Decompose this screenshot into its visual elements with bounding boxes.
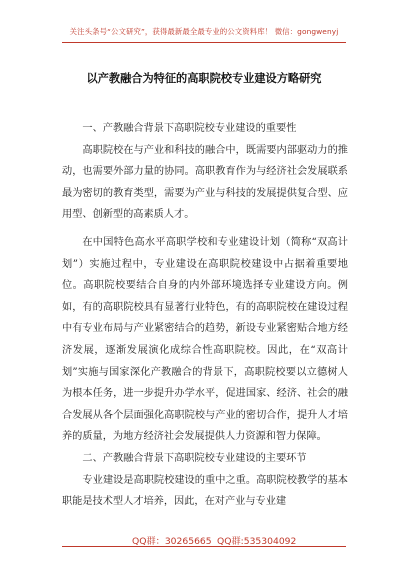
document-title: 以产教融合为特征的高职院校专业建设方略研究 (86, 71, 322, 85)
document-body (62, 118, 348, 513)
footer-qq-group-1: QQ群：30265665 (132, 536, 212, 547)
header-note: 关注头条号“公文研究”，获得最新最全最专业的公文资料库！ 微信：gongwenyj (69, 27, 339, 36)
paragraph: 专业建设是高职院校建设的重中之重。高职院校教学的基本职能是技术型人才培养，因此，在对产业与专业建 (62, 474, 348, 508)
section-heading: 二、产教融合背景下高职院校专业建设的主要环节 (82, 452, 307, 464)
footer-divider (62, 546, 346, 547)
header-divider (62, 42, 346, 43)
footer-qq-group-2: QQ群:535304092 (217, 536, 297, 547)
paragraph: 高职院校在与产业和科技的融合中，既需要内部驱动力的推动，也需要外部力量的协同。高职教育作为与经济社会发展联系最为密切的教育类型，需要为产业与科技的发展提供复合型、应用型、创新型的高素质人才。 (62, 144, 348, 221)
paragraph: 在中国特色高水平高职学校和专业建设计划（简称“双高计划”）实施过程中，专业建设在高职院校建设中占据着重要地位。高职院校要结合自身的内外部环境选择专业建设方向。例如，有的高职院校具有显著行业特色，有的高职院校在建设过程中有专业布局与产业紧密结合的趋势，新设专业紧密贴合地方经济发展，逐渐发展演化成综合性高职院校。因此，在“双高计划”实施与国家深化产教融合的背景下，高职院校要以立德树人为根本任务，进一步提升办学水平，促进国家、经济、社会的融合发展从各个层面强化高职院校与产业的密切合作，提升人才培养的质量，为地方经济社会发展提供人力资源和智力保障。 (62, 236, 348, 443)
section-heading: 一、产教融合背景下高职院校专业建设的重要性 (82, 123, 297, 134)
